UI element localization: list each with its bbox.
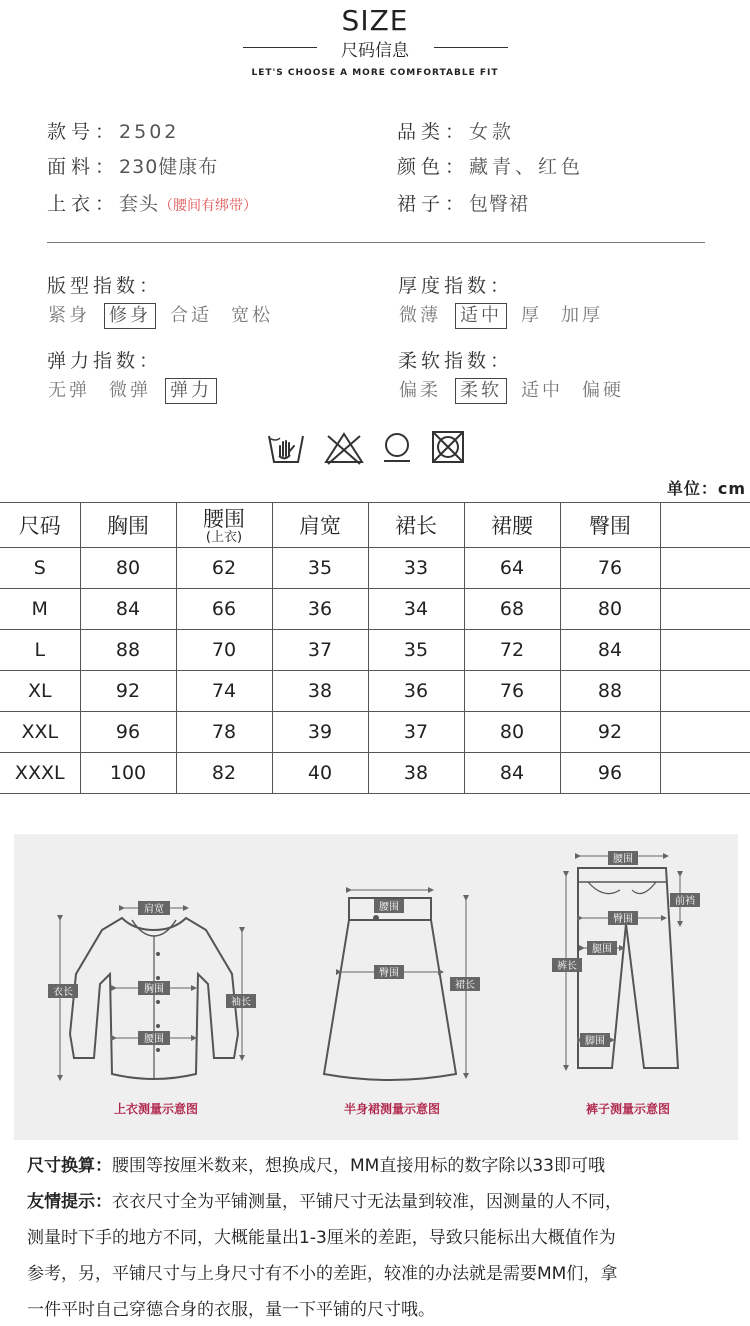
- table-cell: 96: [80, 712, 176, 753]
- fit-option: 合适: [170, 305, 212, 326]
- size-label-cell: XL: [0, 671, 80, 712]
- table-cell: 37: [272, 630, 368, 671]
- table-cell: 78: [176, 712, 272, 753]
- table-header-cell: [660, 503, 750, 548]
- pants-diagram-caption: 裤子测量示意图: [586, 1102, 671, 1116]
- measurement-diagrams: [14, 834, 738, 1140]
- table-cell: 64: [464, 548, 560, 589]
- sleeve-length-tag: 袖长: [231, 997, 251, 1008]
- elasticity-index-options: [43, 378, 226, 404]
- friendly-tip-line: 一件平时自己穿德合身的衣服，量一下平铺的尺寸哦。: [27, 1300, 435, 1320]
- size-label-cell: XXXL: [0, 753, 80, 794]
- pants-hip-tag: 臀围: [613, 914, 633, 925]
- friendly-tip-line: [27, 1184, 727, 1220]
- shoulder-width-tag: 肩宽: [144, 904, 164, 915]
- hand-wash-icon: [266, 428, 306, 468]
- info-skirt: [397, 189, 529, 216]
- thickness-option: 微薄: [399, 305, 441, 326]
- info-fabric-value: 230健康布: [119, 156, 219, 178]
- table-cell: 70: [176, 630, 272, 671]
- info-fabric-label: 面料：: [47, 156, 120, 178]
- info-style-label: 款号：: [47, 121, 120, 143]
- iron-low-icon: [380, 428, 414, 468]
- table-cell: [660, 712, 750, 753]
- fit-option: 紧身: [48, 305, 90, 326]
- chest-tag: 胸围: [144, 984, 164, 995]
- table-header-sublabel: (上衣): [205, 529, 243, 545]
- table-cell: 34: [368, 589, 464, 630]
- thickness-index-label: 厚度指数：: [398, 275, 514, 297]
- table-cell: [660, 753, 750, 794]
- table-header-cell: 肩宽: [272, 503, 368, 548]
- size-conversion-label: 尺寸换算：: [27, 1156, 112, 1176]
- table-row: [0, 548, 750, 589]
- table-cell: 88: [560, 671, 660, 712]
- table-header-cell: 裙腰: [464, 503, 560, 548]
- table-header-row: [0, 503, 750, 548]
- elasticity-option: 微弹: [109, 380, 151, 401]
- softness-option: 适中: [521, 380, 563, 401]
- size-conversion-text: 腰围等按厘米数来，想换成尺，MM直接用标的数字除以33即可哦: [112, 1156, 605, 1176]
- table-cell: 84: [80, 589, 176, 630]
- table-cell: 38: [368, 753, 464, 794]
- thickness-option: 厚: [521, 305, 542, 326]
- table-cell: 39: [272, 712, 368, 753]
- table-row: [0, 753, 750, 794]
- pants-thigh-tag: 腿围: [592, 944, 612, 955]
- measurement-diagram-panel: [14, 834, 738, 1140]
- table-cell: 36: [368, 671, 464, 712]
- friendly-tip-line: 测量时下手的地方不同，大概能量出1-3厘米的差距，导致只能标出大概值作为: [27, 1228, 616, 1248]
- table-cell: 35: [272, 548, 368, 589]
- table-cell: 66: [176, 589, 272, 630]
- pants-rise-tag: 前裆: [675, 896, 695, 907]
- fit-option: 宽松: [231, 305, 273, 326]
- table-cell: 92: [560, 712, 660, 753]
- info-skirt-label: 裙子：: [397, 193, 470, 215]
- table-header-cell: 裙长: [368, 503, 464, 548]
- size-label-cell: XXL: [0, 712, 80, 753]
- elasticity-index-label: 弹力指数：: [47, 350, 163, 372]
- info-top-hint: （腰间有绑带）: [159, 198, 258, 214]
- table-cell: 76: [560, 548, 660, 589]
- info-category: [397, 117, 515, 144]
- size-label-cell: L: [0, 630, 80, 671]
- table-cell: 35: [368, 630, 464, 671]
- fit-index-label: 版型指数：: [47, 275, 163, 297]
- size-conversion-note: [27, 1148, 727, 1184]
- info-top-label: 上衣：: [47, 193, 120, 215]
- table-cell: 100: [80, 753, 176, 794]
- table-cell: 80: [560, 589, 660, 630]
- table-header-cell: 胸围: [80, 503, 176, 548]
- top-diagram-caption: 上衣测量示意图: [114, 1102, 199, 1116]
- table-cell: 33: [368, 548, 464, 589]
- table-cell: 74: [176, 671, 272, 712]
- table-cell: [660, 589, 750, 630]
- friendly-tip-text: 衣衣尺寸全为平铺测量，平铺尺寸无法量到较准，因测量的人不同，: [112, 1192, 622, 1212]
- unit-label: 单位：cm: [666, 479, 746, 498]
- fit-option-selected: 修身: [104, 303, 156, 329]
- table-cell: 80: [80, 548, 176, 589]
- pants-leg-tag: 脚围: [585, 1036, 605, 1047]
- table-cell: 68: [464, 589, 560, 630]
- no-tumble-dry-icon: [430, 428, 466, 468]
- pants-waist-tag: 腰围: [613, 854, 633, 865]
- size-table: [0, 502, 750, 794]
- page-title: SIZE: [341, 4, 409, 37]
- table-header-label: 腰围: [203, 506, 245, 531]
- top-length-tag: 衣长: [53, 987, 73, 998]
- info-color-label: 颜色：: [397, 156, 470, 178]
- table-header-cell: 臀围: [560, 503, 660, 548]
- size-label-cell: M: [0, 589, 80, 630]
- friendly-tip-label: 友情提示：: [27, 1192, 112, 1212]
- table-cell: 36: [272, 589, 368, 630]
- table-row: [0, 630, 750, 671]
- info-style: [47, 117, 179, 144]
- softness-index-options: [394, 378, 638, 404]
- fit-index-options: [43, 303, 287, 329]
- thickness-index-options: [394, 303, 617, 329]
- table-header-cell: 尺码: [0, 503, 80, 548]
- table-cell: 80: [464, 712, 560, 753]
- softness-option: 偏硬: [582, 380, 624, 401]
- table-cell: [660, 548, 750, 589]
- info-top-value: 套头: [119, 193, 160, 215]
- top-waist-tag: 腰围: [144, 1034, 164, 1045]
- pants-length-tag: 裤长: [557, 961, 577, 972]
- info-fabric: [47, 152, 218, 179]
- info-category-value: 女款: [469, 121, 516, 143]
- elasticity-option-selected: 弹力: [165, 378, 217, 404]
- table-cell: 82: [176, 753, 272, 794]
- table-cell: 84: [560, 630, 660, 671]
- info-color-value: 藏青、红色: [469, 156, 585, 178]
- table-cell: 72: [464, 630, 560, 671]
- table-cell: 96: [560, 753, 660, 794]
- table-cell: [660, 630, 750, 671]
- info-top: [47, 189, 257, 216]
- skirt-waist-tag: 腰围: [379, 902, 399, 913]
- info-skirt-value: 包臀裙: [469, 193, 530, 215]
- table-cell: 84: [464, 753, 560, 794]
- table-row: [0, 589, 750, 630]
- elasticity-option: 无弹: [48, 380, 90, 401]
- pants-diagram: [552, 851, 700, 1068]
- softness-option-selected: 柔软: [455, 378, 507, 404]
- table-row: [0, 671, 750, 712]
- table-cell: 62: [176, 548, 272, 589]
- table-cell: 92: [80, 671, 176, 712]
- page-tagline: LET'S CHOOSE A MORE COMFORTABLE FIT: [251, 68, 499, 78]
- table-cell: 38: [272, 671, 368, 712]
- section-divider: [47, 242, 705, 243]
- softness-index-label: 柔软指数：: [398, 350, 514, 372]
- softness-option: 偏柔: [399, 380, 441, 401]
- table-cell: 37: [368, 712, 464, 753]
- table-cell: 76: [464, 671, 560, 712]
- table-row: [0, 712, 750, 753]
- friendly-tip-line: 参考，另，平铺尺寸与上身尺寸有不小的差距，较准的办法就是需要MM们，拿: [27, 1264, 618, 1284]
- table-cell: 40: [272, 753, 368, 794]
- skirt-length-tag: 裙长: [455, 980, 475, 991]
- table-cell: 88: [80, 630, 176, 671]
- table-header-cell: [176, 503, 272, 548]
- info-color: [397, 152, 584, 179]
- friendly-tip-note: [27, 1184, 727, 1326]
- skirt-hip-tag: 臀围: [379, 968, 399, 979]
- size-label-cell: S: [0, 548, 80, 589]
- title-divider-right: [434, 47, 508, 48]
- skirt-diagram-caption: 半身裙测量示意图: [344, 1102, 441, 1116]
- table-cell: [660, 671, 750, 712]
- page-subtitle: 尺码信息: [341, 41, 409, 61]
- info-category-label: 品类：: [397, 121, 470, 143]
- no-bleach-icon: [322, 428, 366, 468]
- thickness-option-selected: 适中: [455, 303, 507, 329]
- info-style-value: 2502: [119, 121, 180, 143]
- thickness-option: 加厚: [561, 305, 603, 326]
